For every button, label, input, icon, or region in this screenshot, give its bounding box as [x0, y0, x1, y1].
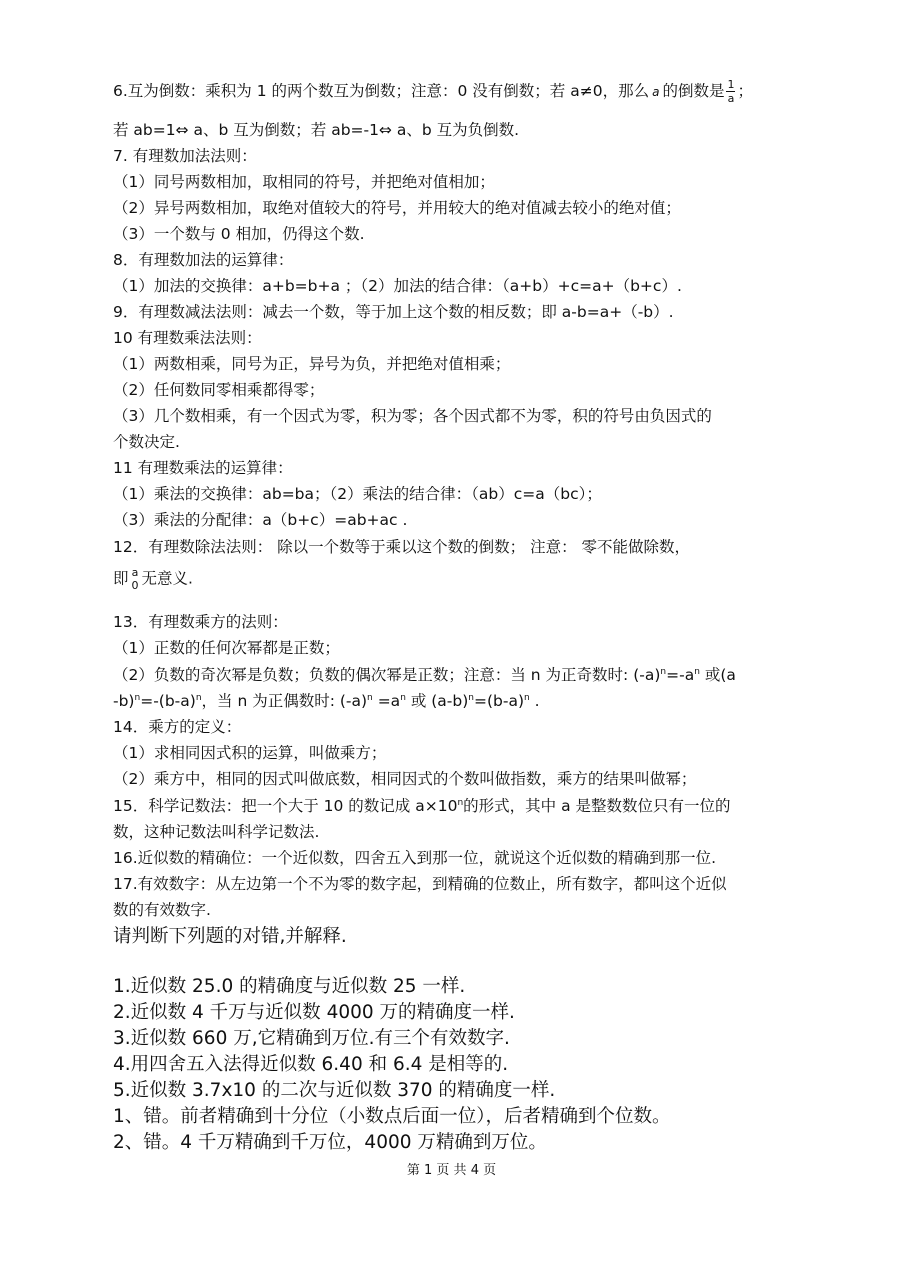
section-heading-14: 14．乘方的定义：: [113, 718, 242, 736]
text-line: 数，这种记数法叫科学记数法.: [113, 823, 320, 841]
fraction-denominator: a: [727, 92, 735, 105]
exponent: n: [524, 693, 530, 703]
section-heading-13: 13．有理数乘方的法则：: [113, 613, 288, 631]
text-line: （1）求相同因式积的运算，叫做乘方；: [113, 744, 387, 762]
text-segment: =(b-a): [474, 692, 525, 710]
text-line: （3）乘法的分配律：a（b+c）=ab+ac .: [113, 511, 408, 529]
section-heading-9: 9．有理数减法法则：减去一个数，等于加上这个数的相反数；即 a-b=a+（-b）.: [113, 303, 674, 321]
text-segment: 15．科学记数法：把一个大于 10 的数记成 a×10: [113, 797, 458, 815]
question-prompt: 请判断下列题的对错,并解释.: [113, 926, 347, 947]
exponent: n: [134, 693, 141, 703]
fraction-numerator: a: [131, 566, 139, 579]
section-heading-10: 10 有理数乘法法则：: [113, 329, 262, 347]
text-line: （1）同号两数相加，取相同的符号，并把绝对值相加；: [113, 173, 495, 191]
question-item: 5.近似数 3.7x10 的二次与近似数 370 的精确度一样.: [113, 1080, 556, 1101]
text-line: （1）加法的交换律：a+b=b+a ；（2）加法的结合律：（a+b）+c=a+（b+c）.: [113, 277, 682, 295]
answer-item: 1、错。前者精确到十分位（小数点后面一位），后者精确到个位数。: [113, 1106, 671, 1127]
fraction-denominator: 0: [131, 579, 139, 592]
exponent: n: [457, 798, 464, 808]
text-segment: =-(b-a): [140, 692, 196, 710]
exponent: n: [400, 693, 406, 703]
text-segment: 的形式，其中 a 是整数数位只有一位的: [463, 797, 731, 815]
fraction-one-over-a: [726, 78, 735, 105]
section-heading-17: 17.有效数字：从左边第一个不为零的数字起，到精确的位数止，所有数字，都叫这个近似: [113, 875, 727, 893]
fraction-a-over-zero: [131, 566, 140, 592]
variable-a: a: [652, 85, 660, 99]
reciprocal-definition-line: [113, 78, 753, 105]
exponent: n: [694, 667, 700, 677]
text-line: （1）乘法的交换律：ab=ba；（2）乘法的结合律：（ab）c=a（bc）；: [113, 485, 602, 503]
question-item: 1.近似数 25.0 的精确度与近似数 25 一样.: [113, 976, 466, 997]
question-item: 4.用四舍五入法得近似数 6.40 和 6.4 是相等的.: [113, 1054, 509, 1075]
text-segment: .: [529, 692, 540, 710]
exponent: n: [195, 693, 202, 703]
question-item: 3.近似数 660 万,它精确到万位.有三个有效数字.: [113, 1028, 510, 1049]
division-by-zero-line: [113, 566, 193, 592]
text-segment: （2）负数的奇次幂是负数；负数的偶次幂是正数；注意：当 n 为正奇数时: (-a): [113, 666, 661, 684]
text-segment: 6.互为倒数：乘积为 1 的两个数互为倒数；注意：0 没有倒数；若 a≠0，那么: [113, 82, 650, 100]
text-line: （2）乘方中，相同的因式叫做底数，相同因式的个数叫做指数，乘方的结果叫做幂；: [113, 770, 697, 788]
text-segment: -b): [113, 692, 135, 710]
section-heading-12: 12．有理数除法法则： 除以一个数等于乘以这个数的倒数； 注意： 零不能做除数，: [113, 538, 691, 556]
text-line: （2）异号两数相加，取绝对值较大的符号，并用较大的绝对值减去较小的绝对值；: [113, 199, 681, 217]
text-line: （3）一个数与 0 相加，仍得这个数.: [113, 225, 365, 243]
text-segment: ，当 n 为正偶数时: (-a): [201, 692, 368, 710]
section-heading-7: 7. 有理数加法法则：: [113, 147, 257, 165]
page-footer: 第 1 页 共 4 页: [406, 1163, 497, 1178]
text-segment: =-a: [666, 666, 695, 684]
text-line: 个数决定.: [113, 433, 180, 451]
text-line: （3）几个数相乘，有一个因式为零，积为零；各个因式都不为零，积的符号由负因式的: [113, 407, 712, 425]
text-segment: ；: [737, 82, 753, 100]
text-line: 若 ab=1⇔ a、b 互为倒数；若 ab=-1⇔ a、b 互为负倒数.: [113, 121, 520, 139]
text-segment: =a: [372, 692, 401, 710]
question-item: 2.近似数 4 千万与近似数 4000 万的精确度一样.: [113, 1002, 515, 1023]
power-sign-rule-line: [113, 664, 736, 686]
text-line: （1）正数的任何次幂都是正数；: [113, 639, 340, 657]
answer-item: 2、错。4 千万精确到千万位，4000 万精确到万位。: [113, 1132, 547, 1153]
fraction-numerator: 1: [727, 78, 735, 91]
text-line: （2）任何数同零相乘都得零；: [113, 381, 325, 399]
text-segment: 的倒数是: [662, 82, 725, 100]
power-sign-rule-line-2: [113, 690, 540, 712]
text-line: （1）两数相乘，同号为正，异号为负，并把绝对值相乘；: [113, 355, 511, 373]
text-segment: 或(a: [699, 666, 736, 684]
exponent: n: [468, 693, 475, 703]
section-heading-16: 16.近似数的精确位：一个近似数，四舍五入到那一位，就说这个近似数的精确到那一位.: [113, 849, 717, 867]
scientific-notation-line: [113, 795, 731, 817]
text-segment: 即: [113, 569, 129, 588]
section-heading-8: 8．有理数加法的运算律：: [113, 251, 294, 269]
text-segment: 或 (a-b): [405, 692, 469, 710]
exponent: n: [367, 693, 373, 703]
section-heading-11: 11 有理数乘法的运算律：: [113, 459, 293, 477]
text-line: 数的有效数字.: [113, 901, 211, 919]
text-segment: 无意义.: [141, 569, 193, 588]
exponent: n: [660, 667, 667, 677]
